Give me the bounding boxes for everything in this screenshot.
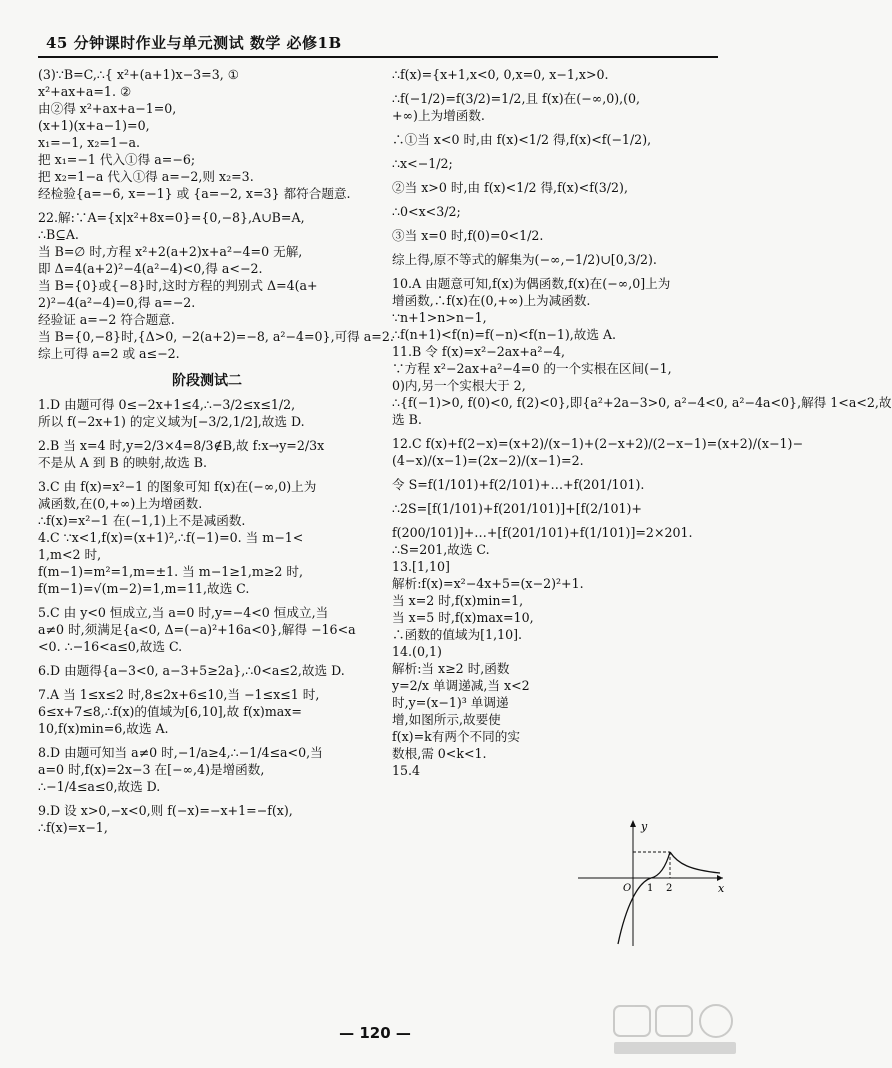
answer-line: 6.D 由题得{a−3<0, a−3+5≥2a},∴0<a≤2,故选 D.	[38, 663, 345, 678]
answer-line: <0. ∴−16<a≤0,故选 C.	[38, 639, 183, 654]
text-line: ∴0<x<3/2;	[392, 204, 461, 219]
right-column	[392, 66, 892, 779]
answer-line: 9.D 设 x>0,−x<0,则 f(−x)=−x+1=−f(x),	[38, 803, 293, 818]
answer-line: 不是从 A 到 B 的映射,故选 B.	[38, 455, 207, 470]
text-line: 0)内,另一个实根大于 2,	[392, 378, 526, 393]
text-line: 当 B=∅ 时,方程 x²+2(a+2)x+a²−4=0 无解,	[38, 244, 303, 259]
text-line: x²+ax+a=1. ②	[38, 84, 132, 99]
answer-line: ∴−1/4≤a≤0,故选 D.	[38, 779, 161, 794]
text-line: 10.A 由题意可知,f(x)为偶函数,f(x)在(−∞,0]上为	[392, 276, 671, 291]
text-line: ∵方程 x²−2ax+a²−4=0 的一个实根在区间(−1,	[392, 361, 672, 376]
watermark-glyph	[614, 1006, 650, 1036]
text-line: 选 B.	[392, 412, 422, 427]
text-line: 增函数,∴f(x)在(0,+∞)上为减函数.	[392, 293, 591, 308]
text-line: ∴B⊆A.	[38, 227, 79, 242]
text-line: ∵n+1>n>n−1,	[392, 310, 487, 325]
text-line: 综上得,原不等式的解集为(−∞,−1/2)∪[0,3/2).	[392, 252, 657, 267]
text-line: 经验证 a=−2 符合题意.	[38, 312, 175, 327]
left-column	[38, 66, 394, 836]
answer-line: 6≤x+7≤8,∴f(x)的值域为[6,10],故 f(x)max=	[38, 704, 302, 719]
text-line: ∴{f(−1)>0, f(0)<0, f(2)<0},即{a²+2a−3>0, a²−4<0, a²−4a<0},解得 1<a<2,故	[392, 395, 892, 410]
text-line: (4−x)/(x−1)=(2x−2)/(x−1)=2.	[392, 453, 584, 468]
text-line: 12.C f(x)+f(2−x)=(x+2)/(x−1)+(2−x+2)/(2−x−1)=(x+2)/(x−1)−	[392, 436, 803, 451]
answer-line: 所以 f(−2x+1) 的定义域为[−3/2,1/2],故选 D.	[38, 414, 305, 429]
watermark-logo	[610, 1002, 740, 1058]
text-line: 当 B={0,−8}时,{Δ>0, −2(a+2)=−8, a²−4=0},可得 a=2.	[38, 329, 394, 344]
text-line: y=2/x 单调递减,当 x<2	[392, 678, 530, 693]
text-line: ②当 x>0 时,由 f(x)<1/2 得,f(x)<f(3/2),	[392, 180, 628, 195]
text-line: +∞)上为增函数.	[392, 108, 485, 123]
x-label: x	[718, 882, 725, 895]
text-line: 数根,需 0<k<1.	[392, 746, 487, 761]
y-label: y	[641, 820, 648, 833]
text-line: f(x)=k有两个不同的实	[392, 729, 520, 744]
x-axis-arrow	[717, 875, 723, 881]
answer-line: 4.C ∵x<1,f(x)=(x+1)²,∴f(−1)=0. 当 m−1<	[38, 530, 304, 545]
answer-line: a≠0 时,须满足{a<0, Δ=(−a)²+16a<0},解得 −16<a	[38, 622, 356, 637]
answer-line: 10,f(x)min=6,故选 A.	[38, 721, 169, 736]
text-line: 11.B 令 f(x)=x²−2ax+a²−4,	[392, 344, 566, 359]
text-line: 解析:当 x≥2 时,函数	[392, 661, 510, 676]
curve-reciprocal	[670, 852, 720, 873]
answer-line: 5.C 由 y<0 恒成立,当 a=0 时,y=−4<0 恒成立,当	[38, 605, 329, 620]
text-line: 14.(0,1)	[392, 644, 442, 659]
text-line: 增,如图所示,故要使	[392, 712, 501, 727]
answer-line: 8.D 由题可知当 a≠0 时,−1/a≥4,∴−1/4≤a<0,当	[38, 745, 323, 760]
text-line: 把 x₂=1−a 代入①得 a=−2,则 x₂=3.	[38, 169, 254, 184]
text-line: 经检验{a=−6, x=−1} 或 {a=−2, x=3} 都符合题意.	[38, 186, 351, 201]
text-line: 13.[1,10]	[392, 559, 450, 574]
answer-line: 7.A 当 1≤x≤2 时,8≤2x+6≤10,当 −1≤x≤1 时,	[38, 687, 320, 702]
text-line: 当 x=5 时,f(x)max=10,	[392, 610, 534, 625]
text-line: ∴f(x)={x+1,x<0, 0,x=0, x−1,x>0.	[392, 67, 609, 82]
text-line: ∴S=201,故选 C.	[392, 542, 490, 557]
text-line: 时,y=(x−1)³ 单调递	[392, 695, 509, 710]
text-line: 即 Δ=4(a+2)²−4(a²−4)<0,得 a<−2.	[38, 261, 263, 276]
answer-line: f(m−1)=m²=1,m=±1. 当 m−1≥1,m≥2 时,	[38, 564, 303, 579]
section-title: 阶段测试二	[172, 373, 242, 389]
text-line: 解析:f(x)=x²−4x+5=(x−2)²+1.	[392, 576, 584, 591]
answer-line: 减函数,在(0,+∞)上为增函数.	[38, 496, 203, 511]
header-title: 45 分钟课时作业与单元测试 数学 必修1B	[46, 34, 342, 52]
answer-line: 1.D 由题可得 0≤−2x+1≤4,∴−3/2≤x≤1/2,	[38, 397, 296, 412]
text-line: 令 S=f(1/101)+f(2/101)+…+f(201/101).	[392, 477, 645, 492]
watermark-glyph	[656, 1006, 692, 1036]
text-line: ∴2S=[f(1/101)+f(201/101)]+[f(2/101)+	[392, 501, 642, 516]
watermark-url-band	[614, 1042, 736, 1054]
text-line: x₁=−1, x₂=1−a.	[38, 135, 141, 150]
text-line: (x+1)(x+a−1)=0,	[38, 118, 150, 133]
text-line: ∴①当 x<0 时,由 f(x)<1/2 得,f(x)<f(−1/2),	[392, 132, 652, 147]
page-header	[38, 30, 718, 58]
text-line: 把 x₁=−1 代入①得 a=−6;	[38, 152, 196, 167]
text-line: (3)∵B=C,∴{ x²+(a+1)x−3=3, ①	[38, 67, 240, 82]
text-line: ∴f(−1/2)=f(3/2)=1/2,且 f(x)在(−∞,0),(0,	[392, 91, 641, 106]
text-line: 由②得 x²+ax+a−1=0,	[38, 101, 177, 116]
page-number: — 120 —	[339, 1024, 411, 1042]
function-graph	[578, 816, 728, 951]
origin-label: O	[623, 883, 632, 894]
curve-cubic	[618, 852, 673, 944]
tick-label-1: 1	[647, 883, 654, 894]
text-line: 综上可得 a=2 或 a≤−2.	[38, 346, 180, 361]
text-line: 2)²−4(a²−4)=0,得 a=−2.	[38, 295, 196, 310]
watermark-glyph	[700, 1005, 732, 1037]
text-line: ∴x<−1/2;	[392, 156, 453, 171]
answer-line: a=0 时,f(x)=2x−3 在[−∞,4)是增函数,	[38, 762, 265, 777]
text-line: ∴f(n+1)<f(n)=f(−n)<f(n−1),故选 A.	[392, 327, 617, 342]
answer-line: 3.C 由 f(x)=x²−1 的图象可知 f(x)在(−∞,0)上为	[38, 479, 317, 494]
answer-line: 2.B 当 x=4 时,y=2/3×4=8/3∉B,故 f:x→y=2/3x	[38, 438, 325, 453]
text-line: 当 x=2 时,f(x)min=1,	[392, 593, 524, 608]
answer-line: ∴f(x)=x²−1 在(−1,1)上不是减函数.	[38, 513, 246, 528]
answer-line: ∴f(x)=x−1,	[38, 820, 108, 835]
text-line: 22.解:∵A={x|x²+8x=0}={0,−8},A∪B=A,	[38, 210, 305, 225]
answer-line: f(m−1)=√(m−2)=1,m=11,故选 C.	[38, 581, 250, 596]
text-line: 15.4	[392, 763, 421, 778]
text-line: f(200/101)]+…+[f(201/101)+f(1/101)]=2×201.	[392, 525, 693, 540]
y-axis-arrow	[630, 820, 636, 827]
text-line: 当 B={0}或{−8}时,这时方程的判别式 Δ=4(a+	[38, 278, 318, 293]
text-line: ③当 x=0 时,f(0)=0<1/2.	[392, 228, 544, 243]
text-line: ∴函数的值域为[1,10].	[392, 627, 523, 642]
tick-label-2: 2	[666, 883, 673, 894]
answer-line: 1,m<2 时,	[38, 547, 102, 562]
